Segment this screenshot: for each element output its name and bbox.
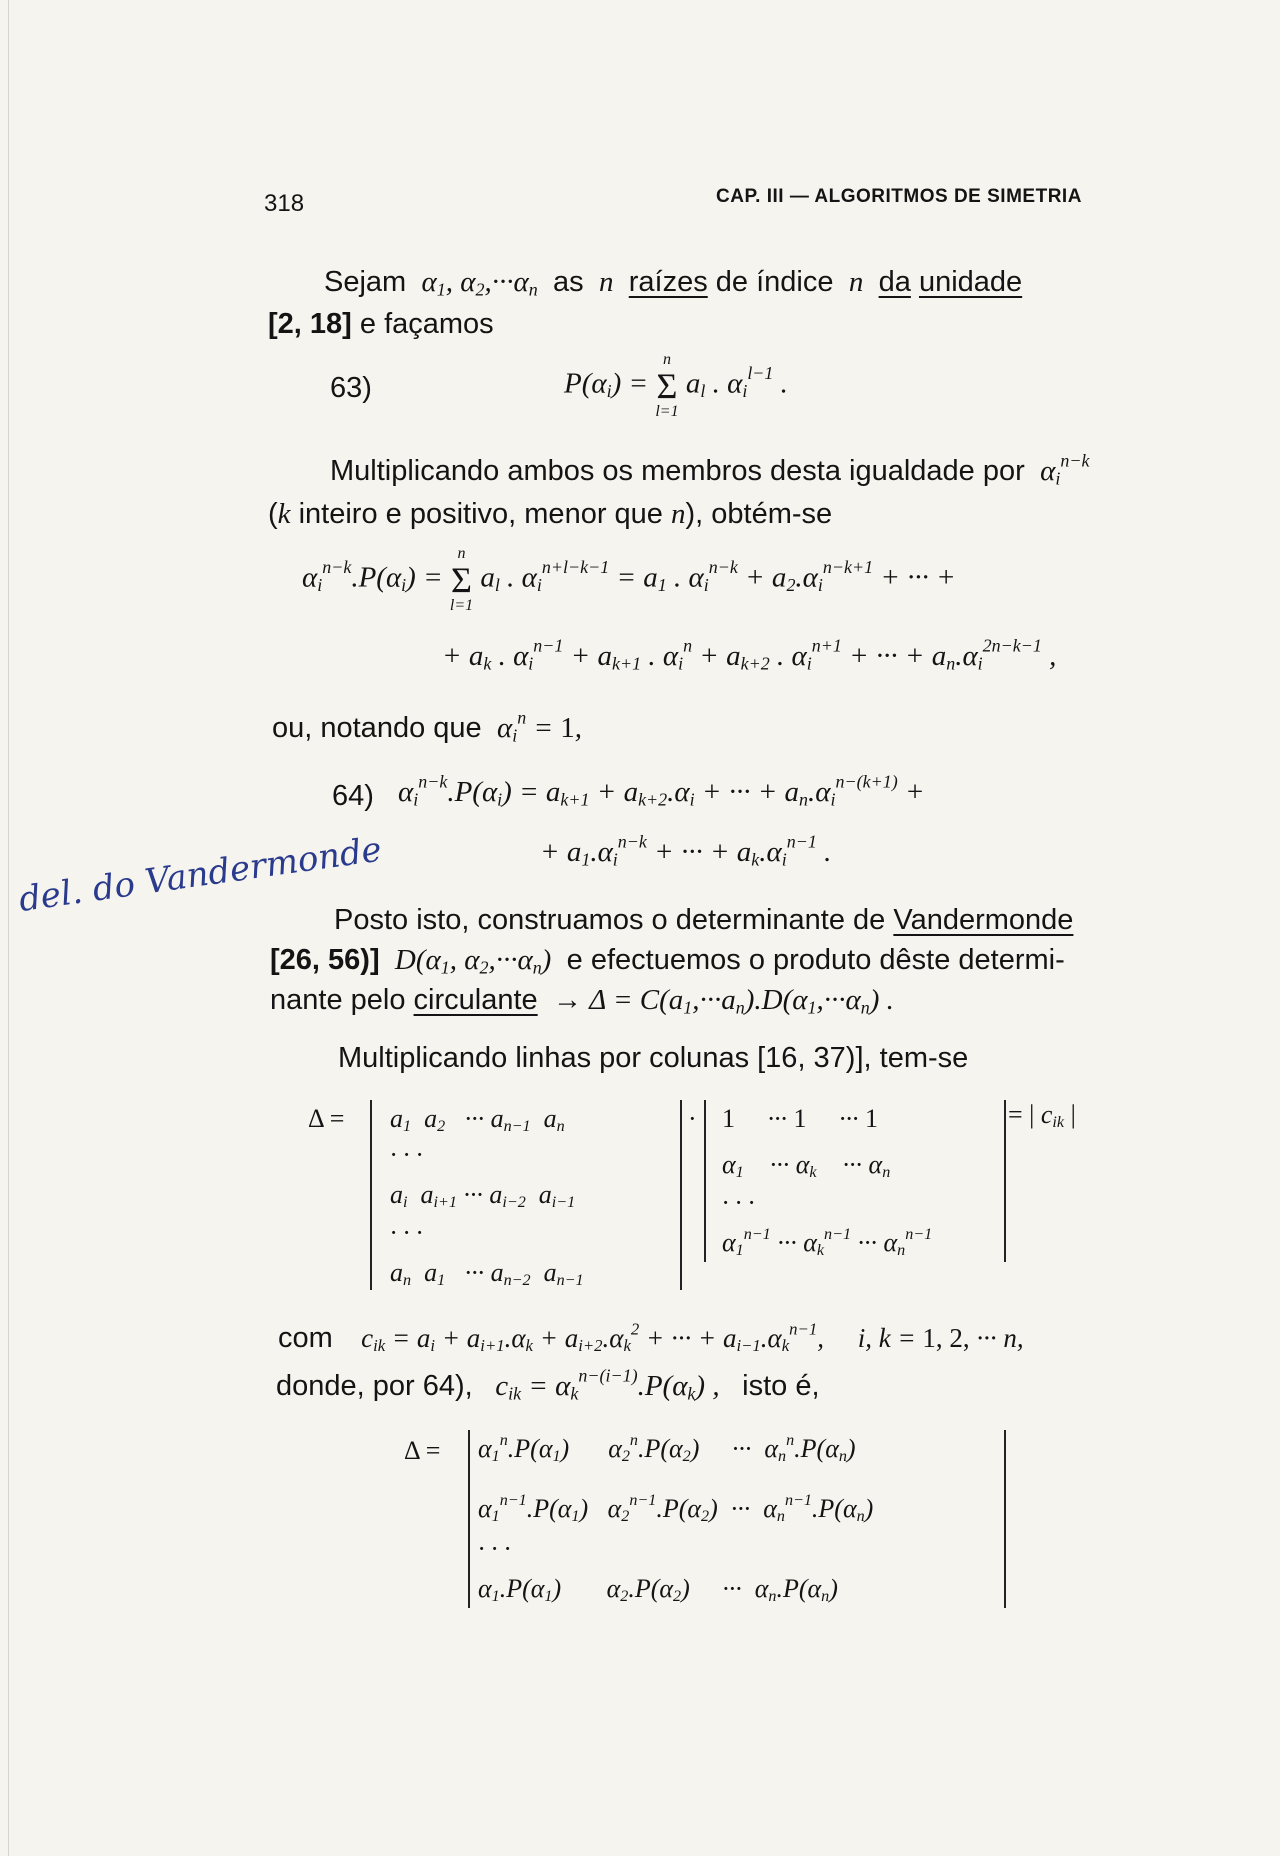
matrix-1-row-1: $a_1$ $a_2$ ··· $a_{n-1}$ $a_n$: [390, 1104, 565, 1136]
paragraph-4-line-1: Posto isto, construamos o determinante de Vandermonde: [334, 904, 1074, 936]
matrix-1-row-5: $a_n$ $a_1$ ··· $a_{n-2}$ $a_{n-1}$: [390, 1258, 584, 1290]
equation-63: $P(\alpha_i)$ = n Σ l=1 $a_l$ . $\alpha_i^{l-1}$ .: [564, 351, 788, 420]
equation-64-line-2: + $a_1.\alpha_i^{n-k}$ + ··· + $a_k.\alpha_i^{n-1}$ .: [540, 831, 832, 870]
result-determinant: = | $c_{ik}$ |: [1008, 1100, 1076, 1132]
det-row-1: $\alpha_1^n.P(\alpha_1)$ $\alpha_2^n.P(\alpha_2)$ ··· $\alpha_n^n.P(\alpha_n)$: [478, 1431, 856, 1466]
paragraph-5: Multiplicando linhas por colunas [16, 37)], tem-se: [338, 1042, 969, 1074]
paragraph-7: donde, por 64), $c_{ik} = \alpha_k^{n-(i-1)}.P(\alpha_k)$ , isto é,: [276, 1365, 820, 1404]
matrix-2-row-2: $\alpha_1$ ··· $\alpha_k$ ··· $\alpha_n$: [722, 1150, 891, 1182]
running-title: CAP. III — ALGORITMOS DE SIMETRIA: [716, 186, 1082, 207]
paragraph-6: com $c_{ik} = a_i + a_{i+1}.\alpha_k + a_{i+2}.\alpha_k^2$ + ··· + $a_{i-1}.\alpha_k^{n-1}$, i, k = 1, 2, ··· n,: [278, 1319, 1024, 1356]
equation-64-line-1: $\alpha_i^{n-k}.P(\alpha_i) = a_{k+1} + a_{k+2}.\alpha_i$ + ··· + $a_n.\alpha_i^{n-(k+1)}$ +: [398, 771, 925, 810]
paragraph-3: ou, notando que $\alpha_i^n = 1$,: [272, 707, 583, 746]
det-row-4: $\alpha_1.P(\alpha_1)$ $\alpha_2.P(\alpha_2)$ ··· $\alpha_n.P(\alpha_n)$: [478, 1574, 838, 1606]
matrix-1-left-bar: [370, 1100, 372, 1290]
det-right-bar: [1004, 1430, 1006, 1608]
delta-equals: Δ =: [308, 1104, 345, 1133]
matrix-2-row-1: 1 ··· 1 ··· 1: [722, 1104, 878, 1133]
paragraph-4-line-3: nante pelo circulante → $\Delta = C(a_1,\cdot\cdot\cdot a_n).D(\alpha_1,\cdot\cdot\cdot\alpha_n)$ .: [270, 984, 894, 1018]
paragraph-2-line-2: (k inteiro e positivo, menor que n), obtém-se: [268, 498, 833, 530]
det-left-bar: [468, 1430, 470, 1608]
delta-equals-2: Δ =: [404, 1436, 441, 1465]
matrix-1-right-bar: [680, 1100, 682, 1290]
page-number: 318: [264, 190, 305, 217]
handwritten-annotation: del. do Vandermonde: [16, 829, 385, 920]
equation-63-label: 63): [330, 372, 372, 404]
paragraph-1-line-1: Sejam $\alpha_1$, $\alpha_2,\cdot\cdot\cdot\alpha_n$ as n raízes de índice n da unidade: [324, 266, 1023, 300]
equation-64-label: 64): [332, 780, 374, 812]
det-row-2: $\alpha_1^{n-1}.P(\alpha_1)$ $\alpha_2^{n-1}.P(\alpha_2)$ ··· $\alpha_n^{n-1}.P(\alpha_n)$: [478, 1491, 874, 1526]
matrix-2-row-3: · · ·: [722, 1188, 755, 1217]
matrix-1-row-2: · · ·: [390, 1140, 423, 1169]
matrix-2-left-bar: [704, 1100, 706, 1262]
matrix-1-row-4: · · ·: [390, 1218, 423, 1247]
equation-expansion-line-2: + $a_k$ . $\alpha_i^{n-1} + a_{k+1}$ . $\alpha_i^n + a_{k+2}$ . $\alpha_i^{n+1}$ + ··· + $a_n.\alpha_i^{2n-k-1}$ ,: [442, 635, 1057, 674]
det-row-3: · · ·: [478, 1534, 511, 1563]
matrix-2-row-4: $\alpha_1^{n-1}$ ··· $\alpha_k^{n-1}$ ··· $\alpha_n^{n-1}$: [722, 1225, 933, 1260]
matrix-1-row-3: $a_i$ $a_{i+1}$ ··· $a_{i-2}$ $a_{i-1}$: [390, 1180, 576, 1212]
dot-operator: ·: [688, 1104, 697, 1133]
paragraph-2-line-1: Multiplicando ambos os membros desta igualdade por $\alpha_i^{n-k}$: [330, 450, 1090, 489]
paragraph-1-line-2: [2, 18] e façamos: [268, 308, 494, 340]
paragraph-4-line-2: [26, 56)] $D(\alpha_1$, $\alpha_2,\cdot\cdot\cdot\alpha_n$) e efectuemos o produto dêste determi-: [270, 944, 1065, 978]
equation-expansion-line-1: $\alpha_i^{n-k}.P(\alpha_i)$ = n Σ l=1 $a_l$ . $\alpha_i^{n+l-k-1} = a_1$ . $\alpha_i^{n-k} + a_2.\alpha_i^{n-k+1}$ + ··· +: [302, 545, 956, 614]
matrix-2-right-bar: [1004, 1100, 1006, 1262]
